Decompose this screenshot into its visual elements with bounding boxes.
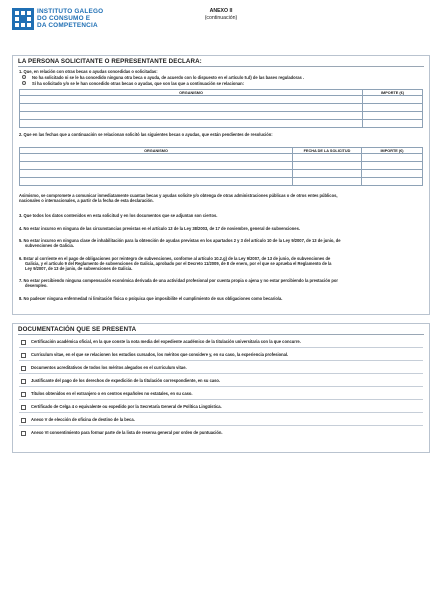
doc-label: Justificante del pago de los derechos de expedición de la titulación correspondiente, en su caso. [31, 378, 221, 383]
table-row [20, 104, 423, 112]
row-divider [19, 373, 423, 374]
doc-checkbox[interactable] [21, 405, 26, 410]
organismo-cell[interactable] [20, 120, 363, 128]
col-importe: IMPORTE (€) [362, 148, 423, 154]
doc-item-annex-v [19, 417, 423, 426]
importe-cell[interactable] [362, 170, 423, 178]
annex-title: ANEXO II [209, 8, 233, 14]
organismo-cell[interactable] [20, 178, 293, 186]
doc-item-annex-vi [19, 430, 423, 439]
declaration-q8: 8. No padecer ninguna enfermedad ni limitación física o psíquica que imposibilite el cumplimiento de sus obligaciones como becario/a. [19, 296, 283, 301]
organismo-cell[interactable] [20, 96, 363, 104]
row-divider [19, 360, 423, 361]
fecha-cell[interactable] [293, 178, 362, 186]
importe-cell[interactable] [363, 120, 423, 128]
doc-item-celga-cert [19, 404, 423, 413]
doc-checkbox[interactable] [21, 418, 26, 423]
page-header [12, 8, 430, 48]
table-row [20, 162, 423, 170]
other-aid-table [19, 89, 423, 128]
documentation-title: DOCUMENTACIÓN QUE SE PRESENTA [18, 326, 137, 333]
fecha-cell[interactable] [293, 154, 362, 162]
doc-label: Curriculum vitae, en el que se relacionen los estudios cursados, los méritos que considere y, en su caso, la experiencia profesional. [31, 352, 289, 357]
organismo-cell[interactable] [20, 170, 293, 178]
importe-cell[interactable] [363, 96, 423, 104]
doc-item-foreign-titles [19, 391, 423, 400]
logo-wordmark: INSTITUTO GALEGO DO CONSUMO E DA COMPETENCIA [37, 8, 104, 29]
importe-cell[interactable] [362, 162, 423, 170]
declaration-q5-line2: subvenciones de Galicia. [25, 243, 74, 248]
annex-subtitle: (continuación) [204, 15, 238, 21]
declaration-q3: 3. Que todos los datos contenidos en esta solicitud y en los documentos que se adjuntan son ciertos. [19, 213, 218, 218]
doc-item-fee-receipt [19, 378, 423, 387]
doc-label: Documentos acreditativos de todos los méritos alegados en el curriculum vitae. [31, 365, 187, 370]
declaration-q2: 2. Que en las fechas que a continuación se relacionan solicitó las siguientes becas o ayudas, que están pendientes de resolución: [19, 132, 273, 137]
importe-cell[interactable] [362, 154, 423, 162]
declaration-q7-line1: 7. No estar percibiendo ninguna compensación económica derivada de una actividad profesional por cuenta propia o ajena y no estar percibiendo la prestación por [19, 278, 338, 283]
declaration-q4: 4. No estar incurso en ninguna de las circunstancias previstas en el artículo 13 de la Ley 38/2003, de 17 de noviembre, general de subvenciones. [19, 226, 300, 231]
table-row [20, 112, 423, 120]
declaration-q7-line2: desempleo. [25, 283, 48, 288]
row-divider [19, 347, 423, 348]
section-divider [18, 334, 424, 335]
doc-checkbox[interactable] [21, 379, 26, 384]
declaration-title: LA PERSONA SOLICITANTE O REPRESENTANTE DECLARA: [18, 58, 202, 65]
doc-item-merit-docs [19, 365, 423, 374]
doc-label: Anexo VI consentimiento para formar parte de la lista de reserva general por orden de puntuación. [31, 430, 223, 435]
commitment-text-line2: nacionales o internacionales, a partir de la fecha de esta declaración. [19, 198, 154, 203]
annex-heading [12, 8, 430, 22]
doc-checkbox[interactable] [21, 353, 26, 358]
importe-cell[interactable] [362, 178, 423, 186]
declaration-q6-line1: 6. Estar al corriente en el pago de obligaciones por reintegro de subvenciones, conforme al artículo 10.2.g) de la Ley 9/2007, de 13 de junio, de subvenciones de [19, 256, 331, 261]
importe-cell[interactable] [363, 112, 423, 120]
table-row [20, 120, 423, 128]
table-row [20, 178, 423, 186]
declaration-q6-line3: Ley 9/2007, de 13 de junio, de subvenciones de Galicia. [25, 266, 133, 271]
other-aid-label: Sí ha solicitado y/o se le han concedido otras becas o ayudas, que son las que a continuación se relacionan: [32, 80, 245, 86]
table-row [20, 96, 423, 104]
organismo-cell[interactable] [20, 104, 363, 112]
row-divider [19, 386, 423, 387]
doc-checkbox[interactable] [21, 392, 26, 397]
other-aid-radio[interactable] [22, 81, 26, 85]
section-divider [18, 66, 424, 67]
doc-checkbox[interactable] [21, 431, 26, 436]
doc-checkbox[interactable] [21, 340, 26, 345]
fecha-cell[interactable] [293, 162, 362, 170]
doc-item-curriculum [19, 352, 423, 361]
documentation-section [12, 323, 430, 453]
organismo-cell[interactable] [20, 112, 363, 120]
declaration-q5-line1: 5. No estar incurso en ninguna clase de inhabilitación para la obtención de ayudas previstas en los apartados 2 y 3 del artículo 10 de la Ley 9/2007, de 13 de junio, de [19, 238, 341, 243]
row-divider [19, 399, 423, 400]
table-row [20, 154, 423, 162]
declaration-q6-line2: Galicia, y el artículo 9 del Reglamento de subvenciones de Galicia, aprobado por el Decreto 11/2009, de 8 de enero, por el que se aprueba el Reglamento de la [25, 261, 332, 266]
declaration-section [12, 55, 430, 315]
doc-label: Títulos obtenidos en el extranjero o en centros españoles no estatales, en su caso. [31, 391, 193, 396]
col-organismo: ORGANISMO [20, 90, 363, 96]
doc-item-academic-cert [19, 339, 423, 348]
doc-label: Certificación académica oficial, en la que conste la nota media del expediente académico de la titulación universitaria con la que concurre. [31, 339, 301, 344]
no-other-aid-label: No ha solicitado ni se le ha concedido ninguna otra beca o ayuda, de acuerdo con lo dispuesto en el artículo 5.d) de las bases reguladoras . [32, 74, 305, 80]
pending-aid-table [19, 147, 423, 186]
table-row [20, 170, 423, 178]
row-divider [19, 412, 423, 413]
importe-cell[interactable] [363, 104, 423, 112]
col-fecha-solicitud: FECHA DE LA SOLICITUD [293, 148, 362, 154]
organismo-cell[interactable] [20, 154, 293, 162]
no-other-aid-radio[interactable] [22, 75, 26, 79]
declaration-q1: 1. Que, en relación con otras becas o ayudas concedidas o solicitadas: [19, 69, 158, 74]
col-organismo: ORGANISMO [20, 148, 293, 154]
organismo-cell[interactable] [20, 162, 293, 170]
commitment-text-line1: Asimismo, se compromete a comunicar inmediatamente cuantas becas y ayudas solicite y/o obtenga de otras administraciones públicas o de otros entes públicos, [19, 193, 338, 198]
row-divider [19, 425, 423, 426]
col-importe: IMPORTE (€) [363, 90, 423, 96]
doc-checkbox[interactable] [21, 366, 26, 371]
doc-label: Anexo V de elección de oficina de destino de la beca. [31, 417, 135, 422]
doc-label: Certificado de Celga 4 o equivalente ou expedido por la Secretaría General de Política Lingüística. [31, 404, 222, 409]
fecha-cell[interactable] [293, 170, 362, 178]
